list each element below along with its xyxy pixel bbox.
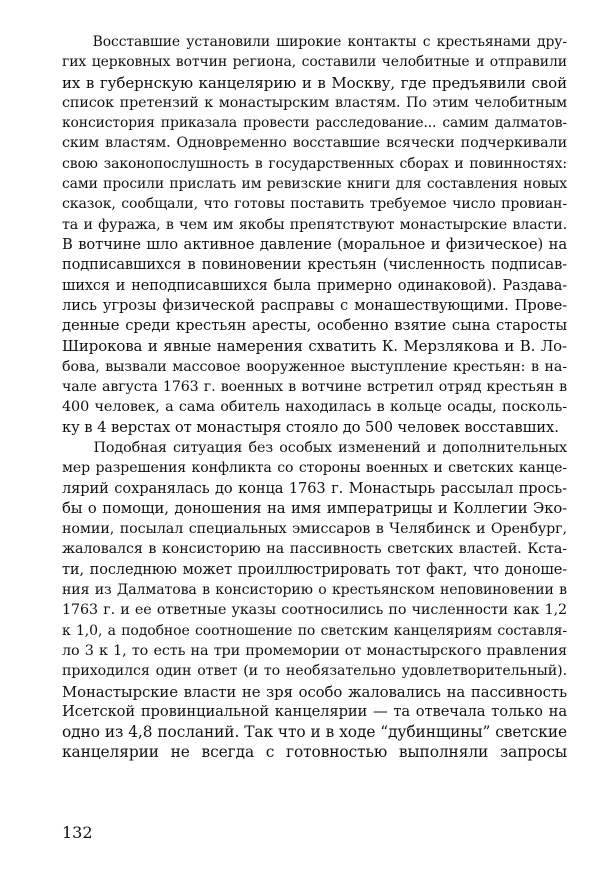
text-line: ти, последнюю может проиллюстрировать тот факт, что доноше- xyxy=(62,561,567,578)
text-line: 400 человек, а сама обитель находилась в кольце осады, посколь- xyxy=(62,399,567,416)
text-line: ло 3 к 1, то есть на три промемории от монастырского правления xyxy=(62,642,567,659)
text-line: ку в 4 верстах от монастыря стояло до 500 человек восставших. xyxy=(62,418,559,436)
text-line: 1763 г. и ее ответные указы соотносились по численности как 1,2 xyxy=(62,602,567,619)
text-line: чале августа 1763 г. военных в вотчине встретил отряд крестьян в xyxy=(62,379,567,396)
text-line: Восставшие установили широкие контакты с крестьянами дру- xyxy=(92,34,567,50)
text-line: ния из Далматова в консисторию о крестьянском неповиновении в xyxy=(62,582,567,599)
text-line: В вотчине шло активное давление (моральное и физическое) на xyxy=(62,235,567,253)
text-line: канцелярии не всегда с готовностью выполняли запросы xyxy=(62,743,567,762)
text-line: их в губернскую канцелярию и в Москву, где предъявили свой xyxy=(62,73,567,92)
paragraph-2 xyxy=(62,438,567,763)
text-line: сказок, сообщали, что готовы поставить требуемое число провиан- xyxy=(62,196,567,213)
text-line: та и фуража, в чем им якобы препятствуют монастырские власти. xyxy=(62,216,567,233)
text-line: сами просили прислать им ревизские книги для составления новых xyxy=(62,176,567,193)
text-line: мер разрешения конфликта со стороны военных и светских канце- xyxy=(62,460,567,477)
text-line: лись угрозы физической расправы с монашествующими. Прове- xyxy=(62,296,567,314)
text-line: к 1,0, а подобное соотношение по светским канцеляриям составля- xyxy=(62,622,567,639)
text-line: номии, посылал специальных эмиссаров в Челябинск и Оренбург, xyxy=(62,521,567,538)
text-line: жаловался в консисторию на пассивность светских властей. Кста- xyxy=(62,541,567,558)
text-line: список претензий к монастырским властям. По этим челобитным xyxy=(62,94,567,111)
text-line: Исетской провинциальной канцелярии — та отвечала только на xyxy=(62,702,567,720)
text-line: консистория приказала провести расследование... самим далматов- xyxy=(62,115,567,132)
text-line: бы о помощи, доношения на имя императрицы и Коллегии Эко- xyxy=(62,499,567,517)
body-text xyxy=(62,32,567,763)
text-line: лярий сохранялась до конца 1763 г. Монастырь рассылал прось- xyxy=(62,479,567,497)
paragraph-1 xyxy=(62,32,567,438)
text-line: Монастырские власти не зря особо жаловались на пассивность xyxy=(62,682,567,701)
text-line: шихся и неподписавшихся была примерно одинаковой). Раздава- xyxy=(62,277,567,294)
text-line: ским властям. Одновременно восставшие всячески подчеркивали xyxy=(62,135,567,152)
text-line: Широкова и явные намерения схватить К. Мерзлякова и В. Ло- xyxy=(62,337,567,356)
text-line: подписавшихся в повиновении крестьян (численность подписав- xyxy=(62,256,567,274)
text-line: Подобная ситуация без особых изменений и дополнительных xyxy=(93,439,567,456)
text-line: одно из 4,8 посланий. Так что и в ходе “дубинщины” светские xyxy=(62,723,567,742)
text-line: приходился один ответ (и то необязательно удовлетворительный). xyxy=(62,663,567,680)
text-line: гих церковных вотчин региона, составили челобитные и отправили xyxy=(62,54,567,71)
page-number: 132 xyxy=(62,823,93,842)
text-line: свою законопослушность в государственных сборах и повинностях: xyxy=(62,155,567,172)
text-line: денные среди крестьян аресты, особенно взятие сына старосты xyxy=(62,317,567,335)
text-line: бова, вызвали массовое вооруженное выступление крестьян: в на- xyxy=(62,358,567,375)
